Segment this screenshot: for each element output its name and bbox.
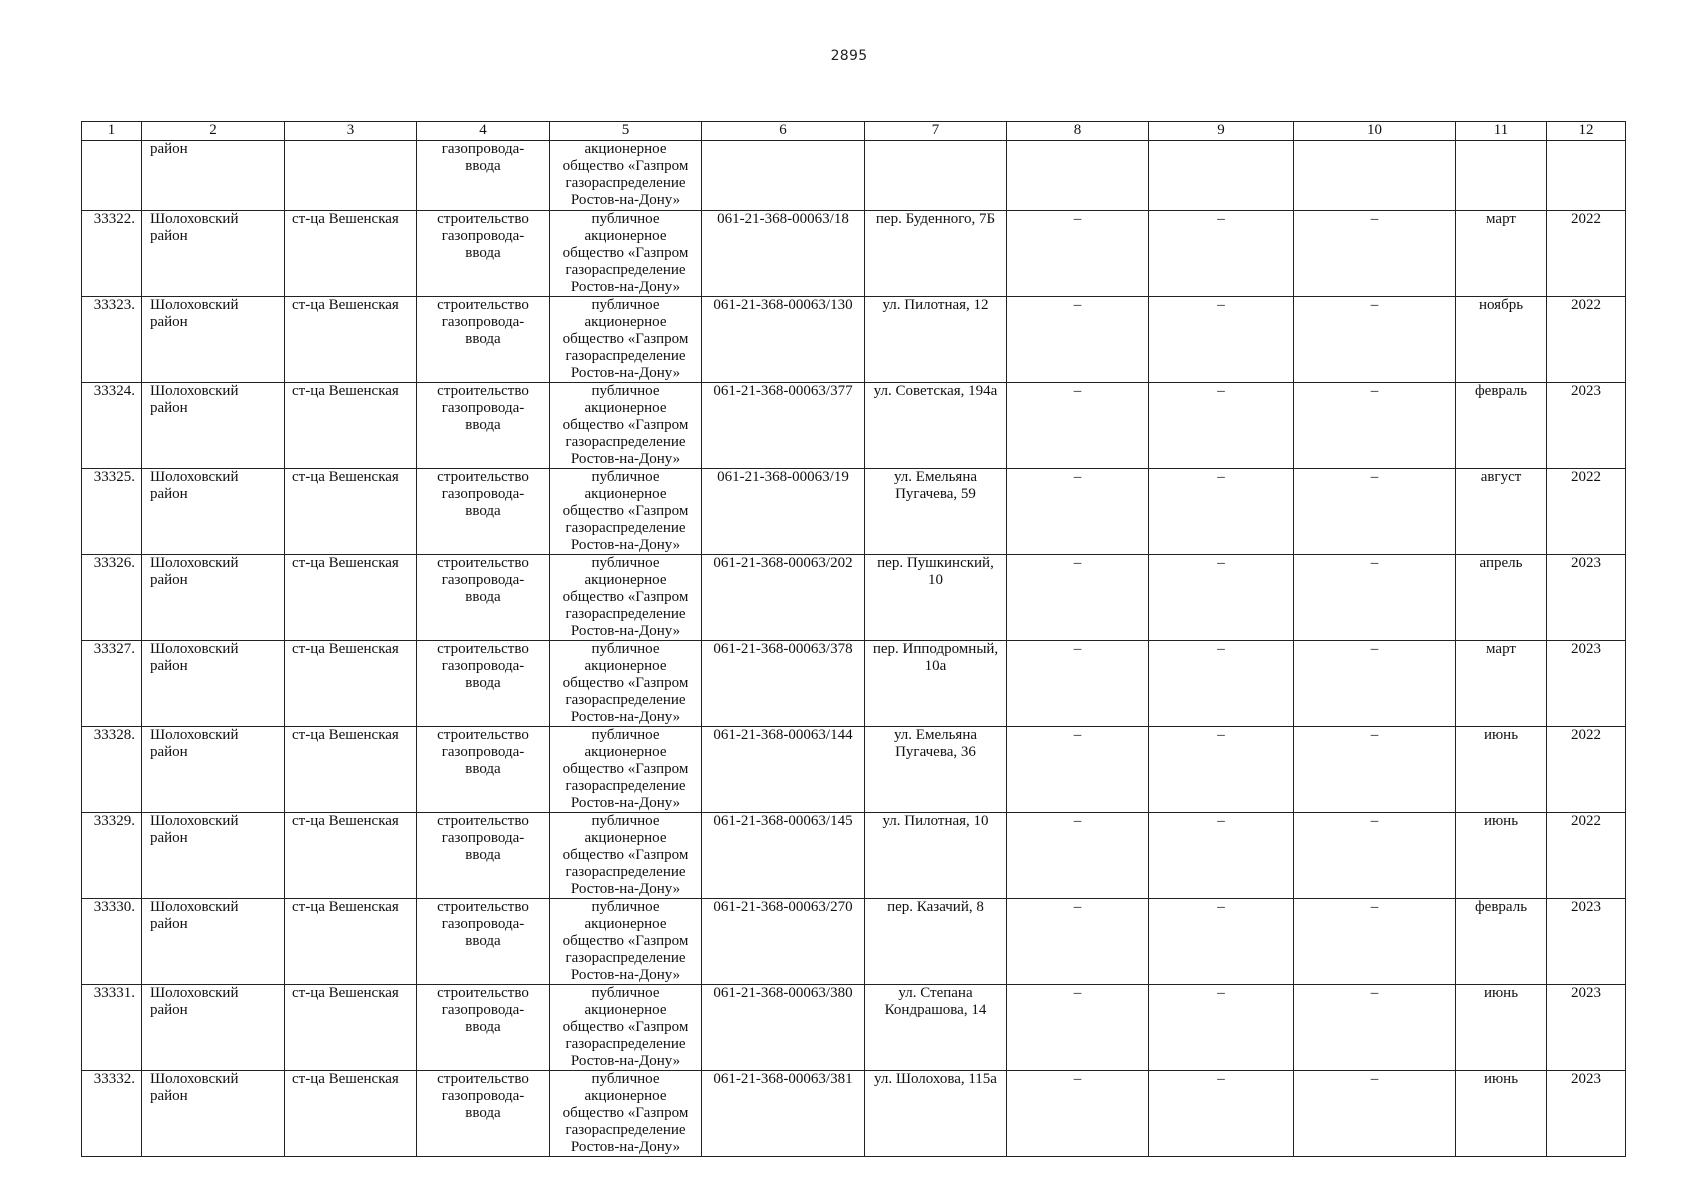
district-cell: Шолоховский район: [142, 555, 285, 641]
column-8-cell: –: [1007, 641, 1149, 727]
work-type-cell: строительство газопровода- ввода: [417, 297, 550, 383]
work-type-cell: газопровода- ввода: [417, 141, 550, 211]
address-cell: ул. Емельяна Пугачева, 36: [865, 727, 1007, 813]
work-type-cell: строительство газопровода- ввода: [417, 469, 550, 555]
address-cell: ул. Советская, 194а: [865, 383, 1007, 469]
year-cell: 2023: [1547, 641, 1626, 727]
column-header-1: 1: [82, 122, 142, 141]
address-cell: пер. Ипподромный, 10а: [865, 641, 1007, 727]
address-cell: пер. Пушкинский, 10: [865, 555, 1007, 641]
column-9-cell: –: [1149, 555, 1294, 641]
year-cell: 2023: [1547, 985, 1626, 1071]
organization-cell: публичное акционерное общество «Газпром газораспределение Ростов-на-Дону»: [550, 469, 702, 555]
row-number: 33324.: [82, 383, 142, 469]
month-cell: июнь: [1456, 813, 1547, 899]
month-cell: [1456, 141, 1547, 211]
table-row: [82, 899, 1626, 985]
year-cell: 2022: [1547, 727, 1626, 813]
column-9-cell: –: [1149, 813, 1294, 899]
registry-code-cell: 061-21-368-00063/19: [702, 469, 865, 555]
work-type-cell: строительство газопровода- ввода: [417, 211, 550, 297]
year-cell: [1547, 141, 1626, 211]
year-cell: 2022: [1547, 297, 1626, 383]
organization-cell: публичное акционерное общество «Газпром газораспределение Ростов-на-Дону»: [550, 1071, 702, 1157]
organization-cell: публичное акционерное общество «Газпром газораспределение Ростов-на-Дону»: [550, 727, 702, 813]
district-cell: Шолоховский район: [142, 383, 285, 469]
settlement-cell: ст-ца Вешенская: [285, 1071, 417, 1157]
district-cell: Шолоховский район: [142, 813, 285, 899]
organization-cell: публичное акционерное общество «Газпром газораспределение Ростов-на-Дону»: [550, 641, 702, 727]
table-row: [82, 727, 1626, 813]
settlement-cell: ст-ца Вешенская: [285, 211, 417, 297]
year-cell: 2023: [1547, 899, 1626, 985]
column-8-cell: –: [1007, 469, 1149, 555]
column-9-cell: –: [1149, 899, 1294, 985]
column-9-cell: [1149, 141, 1294, 211]
district-cell: Шолоховский район: [142, 641, 285, 727]
registry-code-cell: 061-21-368-00063/377: [702, 383, 865, 469]
column-header-2: 2: [142, 122, 285, 141]
year-cell: 2022: [1547, 469, 1626, 555]
settlement-cell: ст-ца Вешенская: [285, 727, 417, 813]
settlement-cell: ст-ца Вешенская: [285, 985, 417, 1071]
district-cell: Шолоховский район: [142, 899, 285, 985]
column-9-cell: –: [1149, 641, 1294, 727]
district-cell: Шолоховский район: [142, 985, 285, 1071]
table-row: [82, 141, 1626, 211]
year-cell: 2023: [1547, 555, 1626, 641]
organization-cell: публичное акционерное общество «Газпром газораспределение Ростов-на-Дону»: [550, 555, 702, 641]
column-header-11: 11: [1456, 122, 1547, 141]
row-number: 33328.: [82, 727, 142, 813]
column-header-6: 6: [702, 122, 865, 141]
row-number: 33329.: [82, 813, 142, 899]
column-10-cell: –: [1294, 1071, 1456, 1157]
column-10-cell: –: [1294, 985, 1456, 1071]
registry-code-cell: 061-21-368-00063/130: [702, 297, 865, 383]
column-10-cell: –: [1294, 297, 1456, 383]
organization-cell: публичное акционерное общество «Газпром газораспределение Ростов-на-Дону»: [550, 813, 702, 899]
row-number: 33331.: [82, 985, 142, 1071]
column-9-cell: –: [1149, 469, 1294, 555]
table-row: [82, 1071, 1626, 1157]
registry-code-cell: 061-21-368-00063/145: [702, 813, 865, 899]
column-9-cell: –: [1149, 383, 1294, 469]
organization-cell: публичное акционерное общество «Газпром газораспределение Ростов-на-Дону»: [550, 985, 702, 1071]
row-number: 33327.: [82, 641, 142, 727]
column-header-7: 7: [865, 122, 1007, 141]
column-header-5: 5: [550, 122, 702, 141]
registry-code-cell: 061-21-368-00063/381: [702, 1071, 865, 1157]
district-cell: Шолоховский район: [142, 297, 285, 383]
organization-cell: публичное акционерное общество «Газпром газораспределение Ростов-на-Дону»: [550, 383, 702, 469]
column-8-cell: –: [1007, 899, 1149, 985]
work-type-cell: строительство газопровода- ввода: [417, 1071, 550, 1157]
settlement-cell: ст-ца Вешенская: [285, 383, 417, 469]
organization-cell: публичное акционерное общество «Газпром газораспределение Ростов-на-Дону»: [550, 211, 702, 297]
column-9-cell: –: [1149, 297, 1294, 383]
column-8-cell: [1007, 141, 1149, 211]
address-cell: пер. Казачий, 8: [865, 899, 1007, 985]
column-8-cell: –: [1007, 383, 1149, 469]
year-cell: 2023: [1547, 1071, 1626, 1157]
registry-table: [81, 121, 1626, 1157]
column-8-cell: –: [1007, 985, 1149, 1071]
organization-cell: публичное акционерное общество «Газпром газораспределение Ростов-на-Дону»: [550, 297, 702, 383]
month-cell: февраль: [1456, 383, 1547, 469]
column-8-cell: –: [1007, 1071, 1149, 1157]
registry-code-cell: 061-21-368-00063/18: [702, 211, 865, 297]
column-9-cell: –: [1149, 985, 1294, 1071]
work-type-cell: строительство газопровода- ввода: [417, 985, 550, 1071]
month-cell: ноябрь: [1456, 297, 1547, 383]
column-10-cell: –: [1294, 469, 1456, 555]
table-row: [82, 813, 1626, 899]
settlement-cell: ст-ца Вешенская: [285, 297, 417, 383]
settlement-cell: ст-ца Вешенская: [285, 813, 417, 899]
organization-cell: публичное акционерное общество «Газпром газораспределение Ростов-на-Дону»: [550, 899, 702, 985]
month-cell: июнь: [1456, 985, 1547, 1071]
month-cell: март: [1456, 641, 1547, 727]
column-8-cell: –: [1007, 813, 1149, 899]
district-cell: Шолоховский район: [142, 211, 285, 297]
column-8-cell: –: [1007, 727, 1149, 813]
month-cell: июнь: [1456, 727, 1547, 813]
settlement-cell: [285, 141, 417, 211]
table-row: [82, 383, 1626, 469]
settlement-cell: ст-ца Вешенская: [285, 641, 417, 727]
table-row: [82, 555, 1626, 641]
table-row: [82, 297, 1626, 383]
registry-code-cell: [702, 141, 865, 211]
row-number: 33326.: [82, 555, 142, 641]
work-type-cell: строительство газопровода- ввода: [417, 899, 550, 985]
work-type-cell: строительство газопровода- ввода: [417, 383, 550, 469]
address-cell: [865, 141, 1007, 211]
column-10-cell: –: [1294, 641, 1456, 727]
settlement-cell: ст-ца Вешенская: [285, 469, 417, 555]
column-header-8: 8: [1007, 122, 1149, 141]
registry-code-cell: 061-21-368-00063/380: [702, 985, 865, 1071]
settlement-cell: ст-ца Вешенская: [285, 899, 417, 985]
page-number: 2895: [830, 48, 868, 64]
row-number: 33325.: [82, 469, 142, 555]
registry-code-cell: 061-21-368-00063/378: [702, 641, 865, 727]
work-type-cell: строительство газопровода- ввода: [417, 727, 550, 813]
organization-cell: акционерное общество «Газпром газораспределение Ростов-на-Дону»: [550, 141, 702, 211]
column-8-cell: –: [1007, 211, 1149, 297]
column-10-cell: –: [1294, 555, 1456, 641]
month-cell: февраль: [1456, 899, 1547, 985]
column-8-cell: –: [1007, 555, 1149, 641]
district-cell: район: [142, 141, 285, 211]
table-row: [82, 469, 1626, 555]
district-cell: Шолоховский район: [142, 469, 285, 555]
district-cell: Шолоховский район: [142, 1071, 285, 1157]
table-row: [82, 985, 1626, 1071]
year-cell: 2022: [1547, 211, 1626, 297]
address-cell: ул. Пилотная, 12: [865, 297, 1007, 383]
column-header-4: 4: [417, 122, 550, 141]
row-number: 33323.: [82, 297, 142, 383]
column-header-3: 3: [285, 122, 417, 141]
work-type-cell: строительство газопровода- ввода: [417, 813, 550, 899]
district-cell: Шолоховский район: [142, 727, 285, 813]
table-header: [82, 122, 1626, 141]
row-number: 33330.: [82, 899, 142, 985]
month-cell: март: [1456, 211, 1547, 297]
row-number: 33322.: [82, 211, 142, 297]
column-10-cell: –: [1294, 813, 1456, 899]
registry-code-cell: 061-21-368-00063/144: [702, 727, 865, 813]
registry-code-cell: 061-21-368-00063/270: [702, 899, 865, 985]
column-10-cell: –: [1294, 383, 1456, 469]
registry-code-cell: 061-21-368-00063/202: [702, 555, 865, 641]
table-body: [82, 141, 1626, 1157]
column-header-10: 10: [1294, 122, 1456, 141]
address-cell: ул. Пилотная, 10: [865, 813, 1007, 899]
row-number: 33332.: [82, 1071, 142, 1157]
year-cell: 2022: [1547, 813, 1626, 899]
column-9-cell: –: [1149, 211, 1294, 297]
column-10-cell: –: [1294, 727, 1456, 813]
address-cell: ул. Емельяна Пугачева, 59: [865, 469, 1007, 555]
column-10-cell: –: [1294, 899, 1456, 985]
table-row: [82, 211, 1626, 297]
year-cell: 2023: [1547, 383, 1626, 469]
address-cell: ул. Шолохова, 115а: [865, 1071, 1007, 1157]
column-number-row: [82, 122, 1626, 141]
address-cell: пер. Буденного, 7Б: [865, 211, 1007, 297]
work-type-cell: строительство газопровода- ввода: [417, 641, 550, 727]
month-cell: апрель: [1456, 555, 1547, 641]
column-9-cell: –: [1149, 1071, 1294, 1157]
row-number: [82, 141, 142, 211]
column-header-12: 12: [1547, 122, 1626, 141]
month-cell: август: [1456, 469, 1547, 555]
column-8-cell: –: [1007, 297, 1149, 383]
column-10-cell: –: [1294, 211, 1456, 297]
month-cell: июнь: [1456, 1071, 1547, 1157]
table-row: [82, 641, 1626, 727]
column-10-cell: [1294, 141, 1456, 211]
column-9-cell: –: [1149, 727, 1294, 813]
settlement-cell: ст-ца Вешенская: [285, 555, 417, 641]
column-header-9: 9: [1149, 122, 1294, 141]
work-type-cell: строительство газопровода- ввода: [417, 555, 550, 641]
address-cell: ул. Степана Кондрашова, 14: [865, 985, 1007, 1071]
